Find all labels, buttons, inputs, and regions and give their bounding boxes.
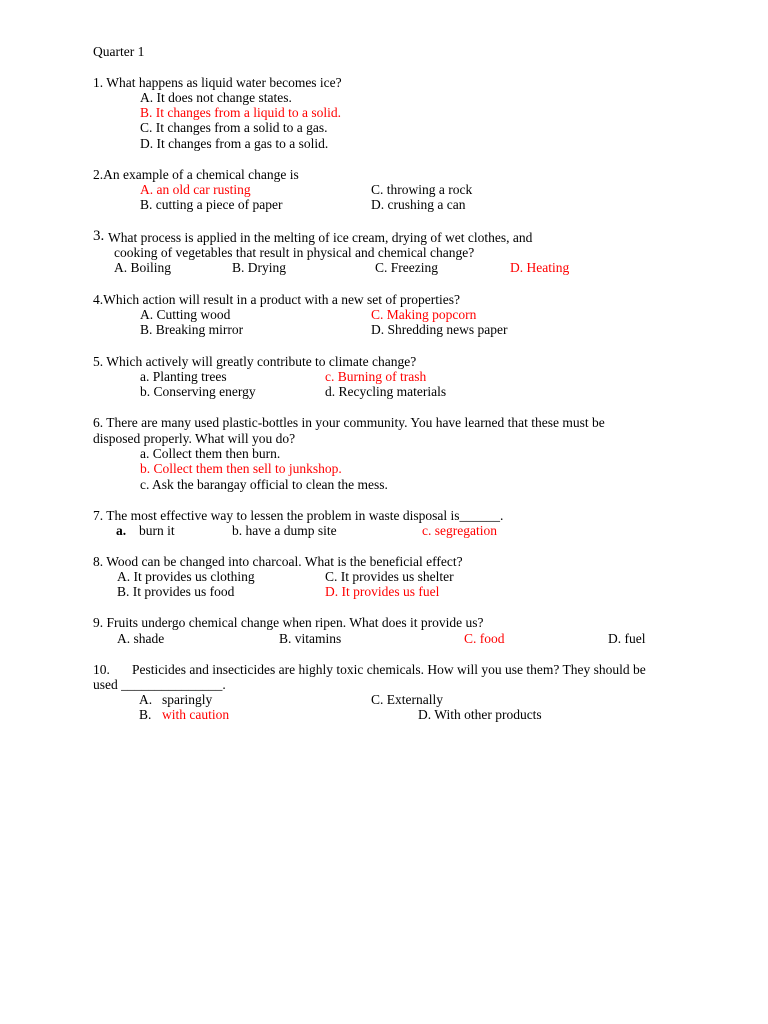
- question-6-option-b-answer: b. Collect them then sell to junkshop.: [140, 461, 342, 476]
- question-3-option-c: C. Freezing: [375, 260, 438, 275]
- question-4-option-c-answer: C. Making popcorn: [371, 307, 477, 322]
- question-7-option-b: b. have a dump site: [232, 523, 337, 538]
- question-10-option-a-letter: A.: [139, 692, 153, 707]
- question-10-option-b-letter: B.: [139, 707, 152, 722]
- question-10-option-c: C. Externally: [371, 692, 443, 707]
- question-9-prompt: 9. Fruits undergo chemical change when ripen. What does it provide us?: [93, 615, 484, 630]
- question-2-option-b: B. cutting a piece of paper: [140, 197, 283, 212]
- question-10-option-d: D. With other products: [418, 707, 542, 722]
- question-9-option-b: B. vitamins: [279, 631, 342, 646]
- question-3-option-a: A. Boiling: [114, 260, 172, 275]
- page-heading: Quarter 1: [93, 44, 145, 59]
- question-3-prompt-line-2: cooking of vegetables that result in physical and chemical change?: [114, 245, 475, 260]
- question-4-option-d: D. Shredding news paper: [371, 322, 508, 337]
- question-6-option-a: a. Collect them then burn.: [140, 446, 281, 461]
- question-9-option-d: D. fuel: [608, 631, 646, 646]
- question-1-option-c: C. It changes from a solid to a gas.: [140, 120, 328, 135]
- question-7-option-a: burn it: [139, 523, 175, 538]
- question-10-prompt-line-2: used _______________.: [93, 677, 226, 692]
- question-4-option-b: B. Breaking mirror: [140, 322, 244, 337]
- question-2-prompt: 2.An example of a chemical change is: [93, 167, 299, 182]
- question-8-option-b: B. It provides us food: [117, 584, 235, 599]
- question-3-option-b: B. Drying: [232, 260, 286, 275]
- question-2-option-d: D. crushing a can: [371, 197, 466, 212]
- question-7-prompt: 7. The most effective way to lessen the problem in waste disposal is______.: [93, 508, 504, 523]
- question-6-option-c: c. Ask the barangay official to clean the mess.: [140, 477, 388, 492]
- question-5-option-d: d. Recycling materials: [325, 384, 447, 399]
- question-5-option-c-answer: c. Burning of trash: [325, 369, 427, 384]
- question-5-option-b: b. Conserving energy: [140, 384, 256, 399]
- question-10-number: 10.: [93, 662, 110, 677]
- question-6-prompt-line-1: 6. There are many used plastic-bottles in your community. You have learned that these must be: [93, 415, 605, 430]
- question-1-option-b-answer: B. It changes from a liquid to a solid.: [140, 105, 341, 120]
- question-4-option-a: A. Cutting wood: [140, 307, 231, 322]
- question-3-number: 3.: [93, 228, 105, 244]
- question-10-prompt-line-1: Pesticides and insecticides are highly toxic chemicals. How will you use them? They should be: [132, 662, 646, 677]
- question-1-option-a: A. It does not change states.: [140, 90, 292, 105]
- question-7-option-c-answer: c. segregation: [422, 523, 497, 538]
- question-3-option-d-answer: D. Heating: [510, 260, 570, 275]
- question-2-option-c: C. throwing a rock: [371, 182, 473, 197]
- question-7-option-a-letter: a.: [116, 523, 127, 538]
- question-9-option-a: A. shade: [117, 631, 165, 646]
- question-2-option-a-answer: A. an old car rusting: [140, 182, 251, 197]
- question-3-prompt-line-1: What process is applied in the melting of ice cream, drying of wet clothes, and: [108, 230, 533, 245]
- question-8-option-c: C. It provides us shelter: [325, 569, 454, 584]
- question-4-prompt: 4.Which action will result in a product with a new set of properties?: [93, 292, 461, 307]
- question-10-option-b-answer: with caution: [162, 707, 230, 722]
- question-5-prompt: 5. Which actively will greatly contribute to climate change?: [93, 354, 417, 369]
- question-10-option-a: sparingly: [162, 692, 213, 707]
- question-1-prompt: 1. What happens as liquid water becomes ice?: [93, 75, 342, 90]
- question-6-prompt-line-2: disposed properly. What will you do?: [93, 431, 296, 446]
- question-8-option-d-answer: D. It provides us fuel: [325, 584, 440, 599]
- question-8-option-a: A. It provides us clothing: [117, 569, 255, 584]
- question-9-option-c-answer: C. food: [464, 631, 505, 646]
- question-8-prompt: 8. Wood can be changed into charcoal. What is the beneficial effect?: [93, 554, 463, 569]
- question-1-option-d: D. It changes from a gas to a solid.: [140, 136, 329, 151]
- question-5-option-a: a. Planting trees: [140, 369, 227, 384]
